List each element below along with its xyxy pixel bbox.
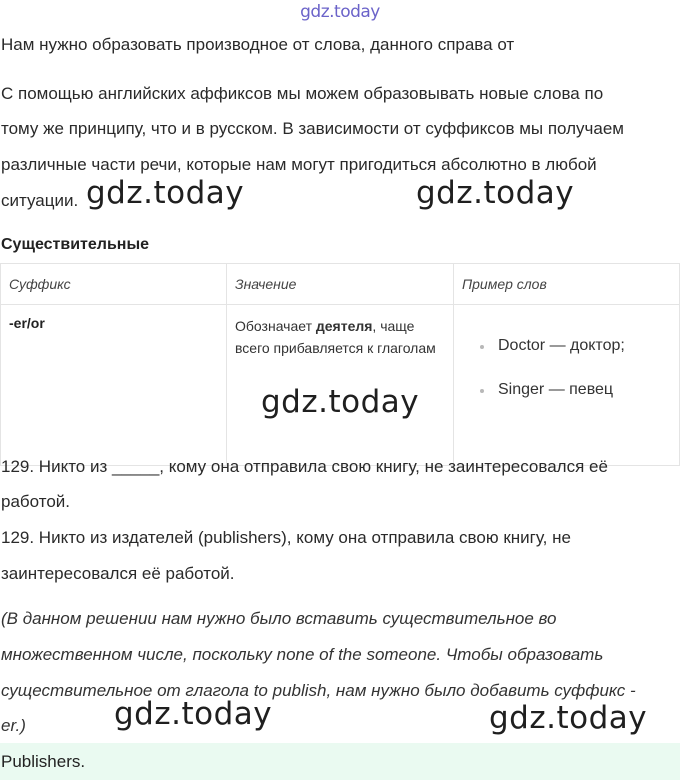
task-line: работой. bbox=[1, 492, 70, 511]
site-logo[interactable]: gdz.today bbox=[300, 2, 380, 22]
meaning-text: , чаще всего прибавляется к глаголам bbox=[235, 318, 436, 356]
examples-cell bbox=[454, 305, 680, 466]
column-header-meaning: Значение bbox=[227, 264, 454, 305]
watermark: gdz.today bbox=[114, 696, 273, 732]
paragraph-line: ситуации. bbox=[1, 191, 79, 210]
meaning-bold: деятеля bbox=[315, 318, 373, 334]
explanation-line: существительное от глагола to publish, нам нужно было добавить суффикс - bbox=[1, 681, 636, 700]
watermark: gdz.today bbox=[489, 700, 648, 736]
explanation-line: (В данном решении нам нужно было вставить существительное во bbox=[1, 609, 557, 628]
section-heading: Существительные bbox=[1, 236, 150, 253]
examples-list bbox=[462, 337, 671, 399]
answer-text: Publishers. bbox=[1, 752, 86, 771]
paragraph-line: различные части речи, которые нам могут пригодиться абсолютно в любой bbox=[1, 155, 597, 174]
suffix-table bbox=[0, 263, 680, 466]
paragraph-line: тому же принципу, что и в русском. В зависимости от суффиксов мы получаем bbox=[1, 119, 624, 138]
list-item: Doctor — доктор; bbox=[480, 337, 671, 355]
intro-text: Нам нужно образовать производное от слова, данного справа от bbox=[1, 35, 515, 54]
column-header-examples: Пример слов bbox=[454, 264, 680, 305]
task-answer-line: заинтересовался её работой. bbox=[1, 564, 235, 583]
column-header-suffix: Суффикс bbox=[1, 264, 227, 305]
task-answer-line: 129. Никто из издателей (publishers), кому она отправила свою книгу, не bbox=[1, 528, 571, 547]
explanation-line: er.) bbox=[1, 716, 26, 735]
table-header-row bbox=[1, 264, 680, 305]
list-item: Singer — певец bbox=[480, 381, 671, 399]
watermark: gdz.today bbox=[86, 175, 245, 211]
meaning-text: Обозначает bbox=[235, 318, 316, 334]
watermark: gdz.today bbox=[416, 175, 575, 211]
explanation-line: множественном числе, поскольку none of the someone. Чтобы образовать bbox=[1, 645, 604, 664]
task-line: 129. Никто из _____, кому она отправила свою книгу, не заинтересовался её bbox=[1, 457, 608, 476]
suffix-cell: -er/or bbox=[1, 305, 227, 466]
paragraph-line: С помощью английских аффиксов мы можем образовывать новые слова по bbox=[1, 84, 604, 103]
answer-box bbox=[0, 743, 680, 780]
watermark: gdz.today bbox=[261, 384, 420, 420]
